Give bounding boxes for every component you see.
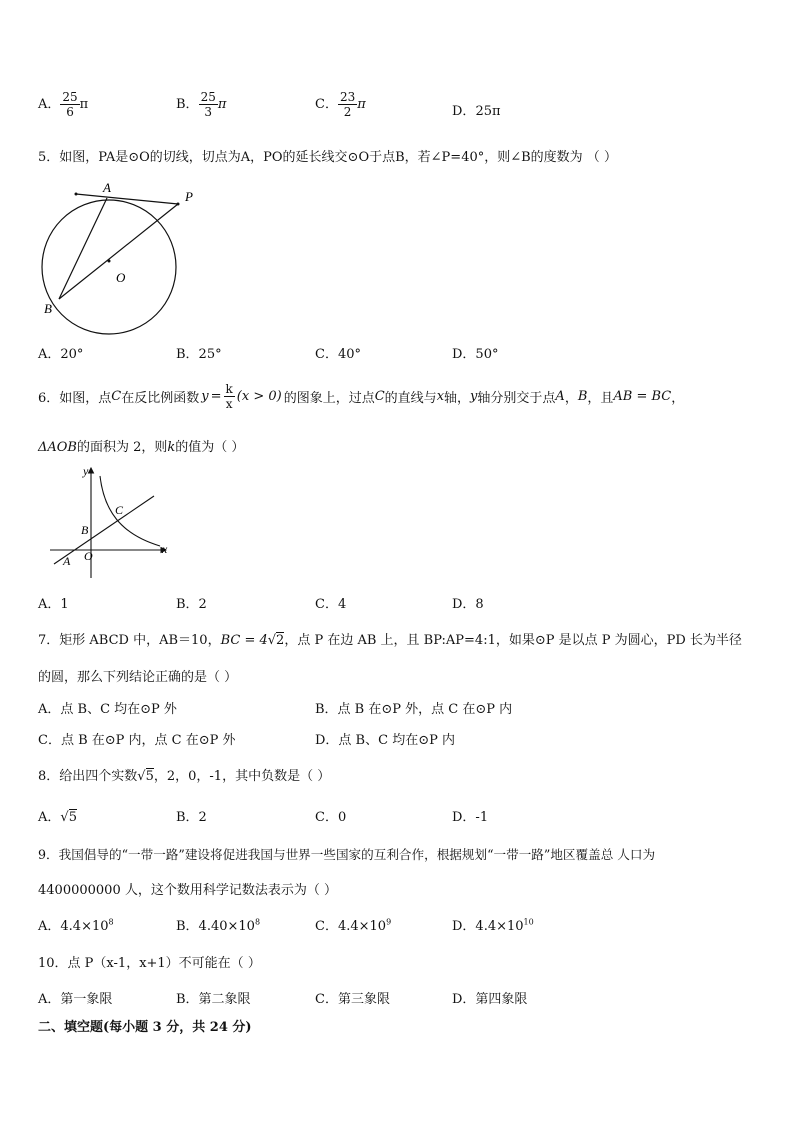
q5-option-c: C．40°: [315, 347, 361, 362]
q8-stem: 8．给出四个实数√5，2，0，-1，其中负数是（ ）: [38, 769, 331, 784]
q9-option-c: C．$4.4\times 10^9$: [315, 917, 392, 934]
q9-option-d: D．$4.4\times 10^{10}$: [452, 917, 534, 934]
q5-option-b: B．25°: [176, 347, 222, 362]
q5-label-a: A: [103, 180, 111, 195]
q5-option-d: D．50°: [452, 347, 499, 362]
q7-option-c: C．点 B 在⊙P 内，点 C 在⊙P 外: [38, 733, 236, 748]
q10-option-d: D．第四象限: [452, 992, 528, 1007]
q6-option-a: A．1: [38, 597, 69, 612]
q4-option-b: B． $\frac{25}{3}$ π: [176, 90, 227, 119]
q9-option-b: B．$4.40\times 10^8$: [176, 917, 261, 934]
q5-option-a: A．20°: [38, 347, 84, 362]
q7-option-b: B．点 B 在⊙P 外，点 C 在⊙P 内: [315, 702, 513, 717]
q7-stem-line1: 7．矩形 ABCD 中，AB＝10，BC = 4√2，点 P 在边 AB 上，且 BP:AP=4:1，如果⊙P 是以点 P 为圆心，PD 长为半径: [38, 633, 742, 648]
q6-label-y: y: [83, 464, 89, 478]
q8-option-b: B．2: [176, 810, 207, 825]
q4-option-d: D．25π: [452, 104, 501, 119]
q8-option-c: C．0: [315, 810, 347, 825]
q7-option-d: D．点 B、C 均在⊙P 内: [315, 733, 455, 748]
q10-stem: 10．点 P（x-1，x+1）不可能在（ ）: [38, 956, 261, 971]
section-2-title: 二、填空题(每小题 3 分，共 24 分): [38, 1020, 252, 1035]
q5-label-o: O: [116, 270, 126, 285]
q9-stem-line1: 9．我国倡导的“一带一路”建设将促进我国与世界一些国家的互利合作，根据规划“一带一路”地区覆盖总 人口为: [38, 847, 656, 862]
q6-label-b: B: [81, 523, 89, 537]
q7-option-a: A．点 B、C 均在⊙P 外: [38, 702, 177, 717]
q6-figure: [48, 462, 178, 584]
q6-label-a: A: [63, 554, 71, 568]
q7-stem-line2: 的圆，那么下列结论正确的是（ ）: [38, 670, 238, 685]
q9-stem-line2: 4400000000 人，这个数用科学记数法表示为（ ）: [38, 883, 337, 898]
q6-label-x: x: [162, 542, 168, 556]
q5-figure: [40, 178, 210, 338]
q4-option-c: C． $\frac{23}{2}$ π: [315, 90, 366, 119]
q6-label-o: O: [84, 549, 93, 563]
q6-label-c: C: [115, 503, 124, 517]
q6-option-c: C．4: [315, 597, 347, 612]
q6-option-b: B．2: [176, 597, 207, 612]
q9-option-a: A．$4.4\times 10^8$: [38, 917, 114, 934]
q8-option-d: D．-1: [452, 810, 489, 825]
q5-label-p: P: [185, 189, 193, 204]
q6-option-d: D．8: [452, 597, 484, 612]
q8-option-a: A．√5: [38, 810, 77, 825]
q5-label-b: B: [44, 301, 52, 316]
q4-option-a: A． $\frac{25}{6}$ π: [38, 90, 89, 119]
q6-stem-line2: ΔAOB的面积为 2，则k的值为（ ）: [38, 440, 245, 455]
q10-option-a: A．第一象限: [38, 992, 113, 1007]
q5-stem: 5．如图，PA是⊙O的切线，切点为A，PO的延长线交⊙O于点B，若∠P=40°，则∠B的度数为 （ ）: [38, 150, 617, 165]
q6-stem-line1: 6．如图，点 C 在反比例函数 y = $\frac{k}{x}$ (x > 0) 的图象上，过点 C 的直线与 x 轴， y 轴分别交于点 A ， B ，且 AB = BC ，: [38, 382, 685, 411]
q10-option-b: B．第二象限: [176, 992, 251, 1007]
q10-option-c: C．第三象限: [315, 992, 390, 1007]
